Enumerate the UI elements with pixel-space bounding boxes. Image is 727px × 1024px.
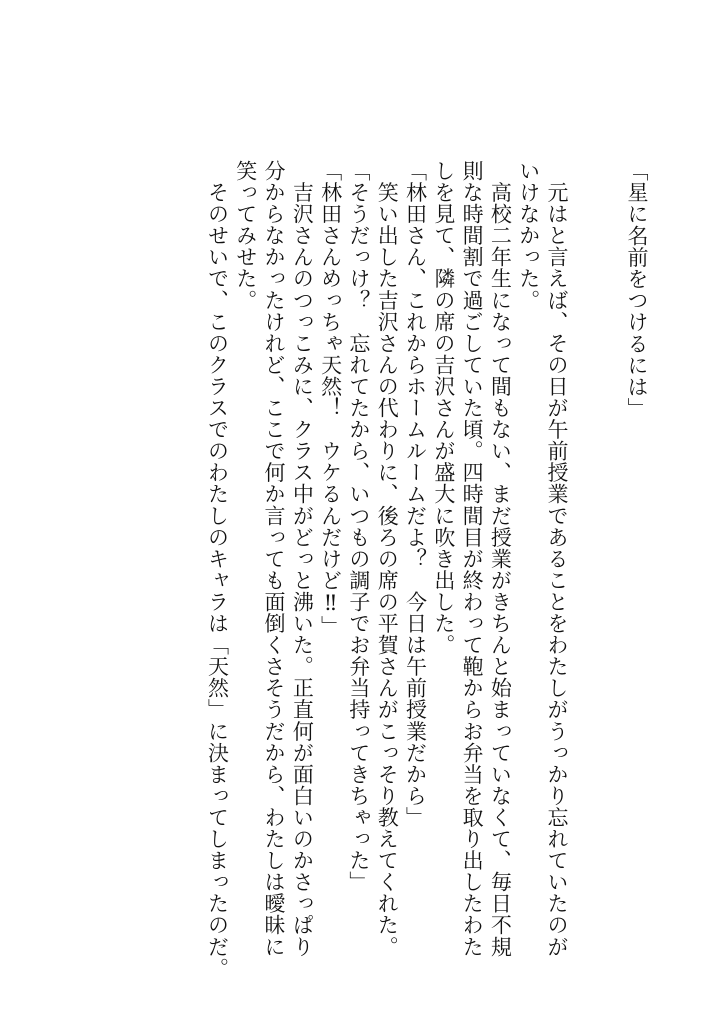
dialogue-line: 「林田さん、これからホームルームだよ？ 今日は午前授業だから」 bbox=[403, 160, 428, 829]
body-text bbox=[203, 160, 571, 979]
text-line: 分からなかったけれど、ここで何か言っても面倒くさそうだから、わたしは曖昧に bbox=[262, 160, 287, 958]
text-line: 笑ってみせた。 bbox=[233, 160, 258, 311]
text-line: 笑い出した吉沢さんの代わりに、後ろの席の平賀さんがこっそり教えてくれた。 bbox=[375, 160, 400, 958]
text-line: しを見て、隣の席の吉沢さんが盛大に吹き出した。 bbox=[431, 160, 456, 656]
text-line: そのせいで、このクラスでのわたしのキャラは「天然」に決まってしまったのだ。 bbox=[205, 160, 230, 979]
dialogue-line: 「林田さんめっちゃ天然！ ウケるんだけど‼」 bbox=[318, 160, 343, 638]
text-line: いけなかった。 bbox=[516, 160, 541, 311]
text-line: 則な時間割で過ごしていた頃。四時間目が終わって鞄からお弁当を取り出したわた bbox=[460, 160, 485, 958]
chapter-title: 「星に名前をつけるには」 bbox=[625, 160, 649, 420]
text-line: 吉沢さんのつっこみに、クラス中がどっと沸いた。正直何が面白いのかさっぱり bbox=[290, 160, 315, 958]
dialogue-line: 「そうだっけ？ 忘れてたから、いつもの調子でお弁当持ってきちゃった」 bbox=[346, 160, 371, 893]
text-line: 元はと言えば、その日が午前授業であることをわたしがうっかり忘れていたのが bbox=[545, 160, 569, 958]
text-line: 高校二年生になって間もない、まだ授業がきちんと始まっていなくて、毎日不規 bbox=[488, 160, 513, 958]
